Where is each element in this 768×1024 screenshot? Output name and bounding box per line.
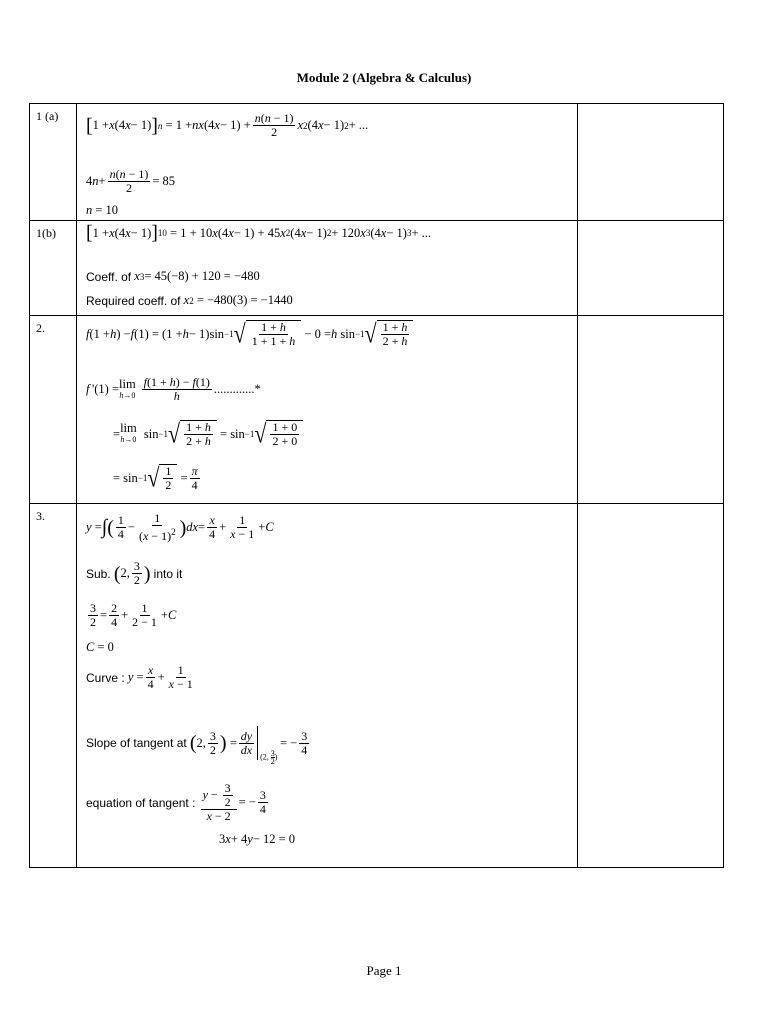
page-number: Page 1 bbox=[366, 963, 402, 978]
coeff-label: Coeff. of bbox=[86, 269, 132, 284]
question-number: 3. bbox=[30, 504, 77, 868]
table-row bbox=[30, 504, 724, 868]
math-line: Coeff. of x 3 = 45(−8) + 120 = −480 bbox=[86, 269, 260, 284]
table-row bbox=[30, 221, 724, 316]
math-line: n = 10 bbox=[86, 203, 119, 217]
marks-cell bbox=[578, 504, 724, 868]
math-line: 4 n + $\frac{n(n - 1)}{2}$ = 85 bbox=[86, 167, 176, 195]
question-number: 2. bbox=[30, 316, 77, 504]
eq-tangent-label: equation of tangent : bbox=[86, 795, 196, 810]
marks-cell bbox=[578, 221, 724, 316]
math-line: = lim h→0 sin −1 √ $\frac{1 + h}{2 + h}$ = sin −1 √ $\frac{1 + 0}{2 + 0}$ bbox=[113, 420, 303, 448]
table-row bbox=[30, 104, 724, 221]
page-title: Module 2 (Algebra & Calculus) bbox=[296, 70, 472, 85]
math-line: f '(1) = lim h→0 $\frac{f(1 + h) - f(1)}{h}$ .............* bbox=[86, 375, 261, 403]
working-cell bbox=[77, 104, 578, 221]
math-line: [ 1 + x (4 x − 1) ] n = 1 + nx (4 x − 1) + $\frac{n(n - 1)}{2}$ x 2 (4 x − 1) 2 + ... bbox=[86, 111, 369, 139]
working-cell bbox=[77, 221, 578, 316]
dots-marker: .............* bbox=[213, 382, 261, 396]
solution-table bbox=[29, 103, 724, 868]
question-number: 1(b) bbox=[30, 221, 77, 316]
required-label: Required coeff. of bbox=[86, 293, 181, 308]
math-line: 3 x + 4 y − 12 = 0 bbox=[219, 832, 296, 846]
math-line: equation of tangent : y − $\frac{3}{2}$ x − 2 = − $\frac{3}{4}$ bbox=[86, 781, 266, 823]
working-cell bbox=[77, 504, 578, 868]
math-line: Slope of tangent at ( 2, $\frac{3}{2}$ ) = $\frac{dy}{dx}$ (2, $\frac{3}{2}$ ) = − $\frac{3}{4}$ bbox=[86, 726, 311, 760]
math-line: = sin −1 √ $\frac{1}{2}$ = $\frac{\pi}{4}$ bbox=[113, 462, 198, 493]
sub-label: Sub. bbox=[86, 566, 111, 581]
math-line: $\frac{3}{2}$ = $\frac{2}{4}$ + $\frac{1}{2 - 1}$ + C bbox=[90, 601, 177, 629]
math-line: y = ∫ ( $\frac{1}{4}$ − $\frac{1}{(x - 1)^2}$ ) dx = $\frac{x}{4}$ + $\frac{1}{x - 1}$ + C bbox=[86, 511, 274, 543]
math-line: C = 0 bbox=[86, 640, 114, 654]
table-row bbox=[30, 316, 724, 504]
question-number: 1 (a) bbox=[30, 104, 77, 221]
marks-cell bbox=[578, 104, 724, 221]
into-it-label: into it bbox=[153, 566, 183, 581]
curve-label: Curve : bbox=[86, 670, 125, 685]
marks-cell bbox=[578, 316, 724, 504]
math-line: f (1 + h ) − f (1) = (1 + h − 1)sin −1 √ $\frac{1 + h}{1 + 1 + h}$ − 0 = h sin −1 √ $\frac{1 + h}{2 + h}$ bbox=[86, 320, 413, 348]
math-line: Curve : y = $\frac{x}{4}$ + $\frac{1}{x - 1}$ bbox=[86, 663, 193, 691]
math-line: Sub. ( 2, $\frac{3}{2}$ ) into it bbox=[86, 559, 183, 587]
slope-label: Slope of tangent at bbox=[86, 736, 187, 750]
working-cell bbox=[77, 316, 578, 504]
math-line: [ 1 + x (4 x − 1) ] 10 = 1 + 10 x (4 x − 1) + 45 x 2 (4 x − 1) 2 + 120 x 3 (4 x − 1) 3 + ... bbox=[86, 222, 431, 244]
math-line: Required coeff. of x 2 = −480(3) = −1440 bbox=[86, 293, 293, 308]
